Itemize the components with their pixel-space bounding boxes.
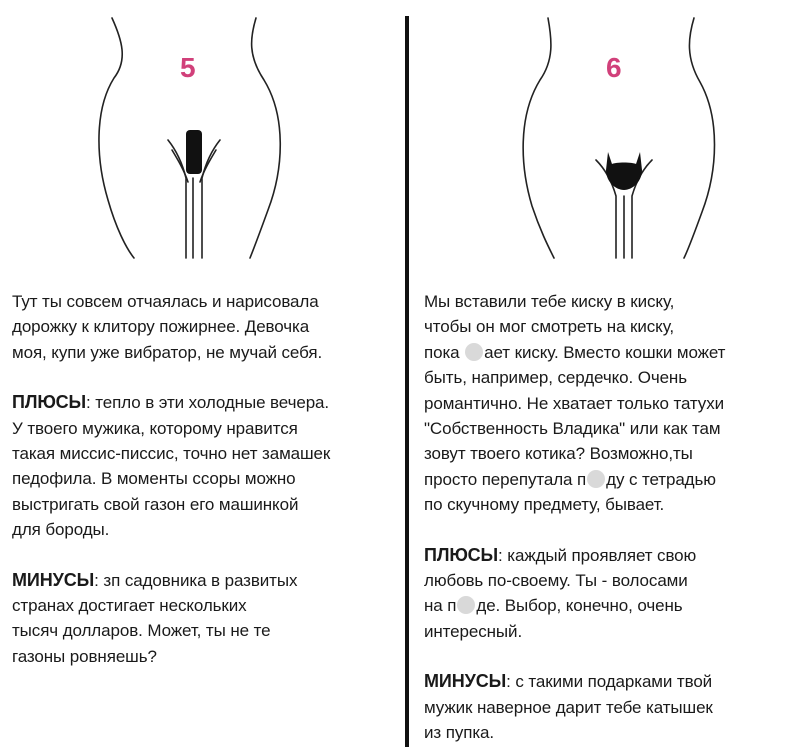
right-desc-line: Мы вставили тебе киску в киску, — [424, 292, 675, 311]
body-outline-6 — [466, 0, 766, 270]
figure-5-illustration — [50, 0, 350, 270]
right-pros-line: любовь по-своему. Ты - волосами — [424, 571, 688, 591]
number-6: 6 — [606, 52, 622, 83]
left-desc-line: моя, купи уже вибратор, не мучай себя. — [12, 342, 323, 362]
left-cons-label: МИНУСЫ — [12, 569, 95, 590]
right-desc-line: быть, например, сердечко. Очень — [424, 368, 687, 388]
left-pros-label: ПЛЮСЫ — [12, 392, 87, 413]
right-cons-line: мужик наверное дарит тебе катышек — [424, 697, 713, 717]
right-cons-line: МИНУСЫ: с такими подарками твой — [424, 671, 713, 692]
right-pros-line: интересный. — [424, 621, 523, 641]
left-pros-line: для бороды. — [12, 520, 110, 540]
figure-6-illustration — [466, 0, 766, 270]
right-pros-label: ПЛЮСЫ — [424, 544, 499, 565]
right-pros-line: на п де. Выбор, конечно, очень — [424, 596, 683, 616]
right-desc-line: просто перепутала п ду с тетрадью — [424, 469, 716, 489]
left-desc-line: Тут ты совсем отчаялась и нарисовала — [12, 292, 319, 311]
left-pros-line: такая миссис-писсис, точно нет замашек — [12, 444, 331, 464]
left-pros-line: педофила. В моменты ссоры можно — [12, 469, 296, 489]
left-cons-line: МИНУСЫ: зп садовника в развитых — [12, 569, 298, 590]
right-desc-line: романтично. Не хватает только татухи — [424, 393, 725, 413]
right-text-column — [424, 289, 725, 746]
right-desc-line: по скучному предмету, бывает. — [424, 495, 665, 515]
left-pros-line: У твоего мужика, которому нравится — [12, 418, 298, 438]
left-cons-line: тысяч долларов. Может, ты не те — [12, 621, 271, 641]
left-text-column — [12, 289, 330, 669]
number-5: 5 — [180, 52, 196, 83]
right-desc-line: "Собственность Владика" или как там — [424, 419, 721, 439]
censor-blur-dot — [587, 470, 605, 488]
right-cons-label: МИНУСЫ — [424, 671, 507, 692]
right-desc-line: пока ает киску. Вместо кошки может — [424, 342, 726, 362]
left-pros-line: выстригать свой газон его машинкой — [12, 494, 299, 514]
body-outline-5 — [50, 0, 350, 270]
strip-shape — [186, 130, 202, 174]
censor-blur-dot — [457, 596, 475, 614]
censor-blur-dot — [465, 343, 483, 361]
right-pros-line: ПЛЮСЫ: каждый проявляет свою — [424, 544, 697, 565]
left-pros-line: ПЛЮСЫ: тепло в эти холодные вечера. — [12, 392, 330, 413]
column-divider — [405, 16, 409, 747]
right-desc-line: зовут твоего котика? Возможно,ты — [424, 444, 693, 464]
right-desc-line: чтобы он мог смотреть на киску, — [424, 317, 675, 337]
left-cons-line: газоны ровняешь? — [12, 646, 157, 666]
left-desc-line: дорожку к клитору пожирнее. Девочка — [12, 317, 310, 337]
right-cons-line: из пупка. — [424, 723, 495, 743]
left-cons-line: странах достигает нескольких — [12, 596, 247, 616]
